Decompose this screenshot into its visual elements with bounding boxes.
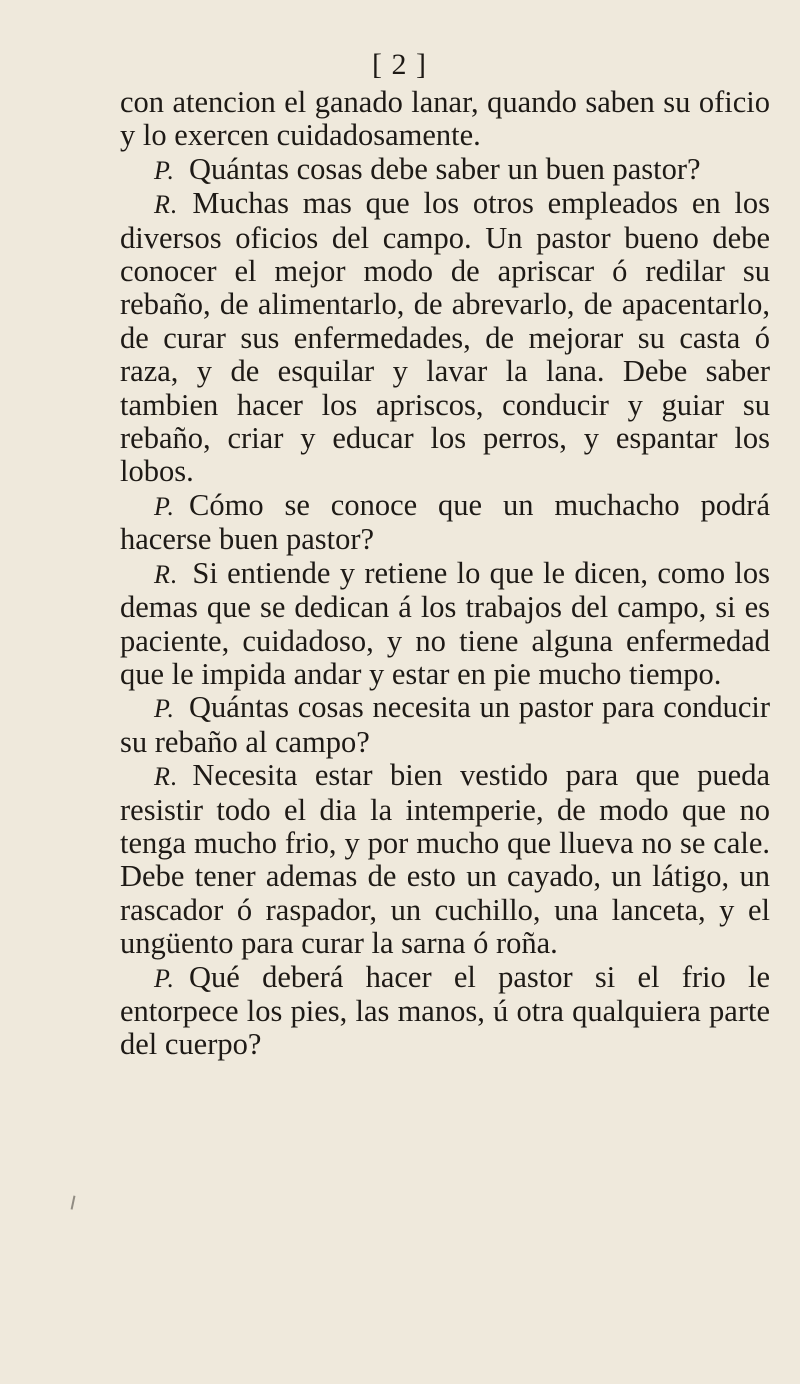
paragraph-text: Necesita estar bien vestido para que pueda resistir todo el dia la intemperie, de modo que no tenga mucho frio, y por mucho que llueva no se cale. Debe tener ademas de esto un cayado, un látigo, un rascador ó raspador, un cuchillo, una lanceta, y el ungüento para curar la sarna ó roña. xyxy=(120,758,770,961)
paragraph-text: Si entiende y retiene lo que le dicen, como los demas que se dedican á los trabajos del campo, si es paciente, cuidadoso, y no tiene alguna enfermedad que le impida andar y estar en pie mucho tiempo. xyxy=(120,555,770,691)
question-label: P. xyxy=(154,694,176,724)
question-label: P. xyxy=(154,963,176,993)
paragraph-text: con atencion el ganado lanar, quando saben su oficio y lo exercen cuidadosamente. xyxy=(120,85,770,153)
question-label: P. xyxy=(154,491,176,521)
answer-label: R. xyxy=(154,559,179,589)
question-paragraph xyxy=(120,961,770,1062)
answer-label: R. xyxy=(154,762,179,792)
answer-paragraph xyxy=(120,187,770,489)
answer-paragraph xyxy=(120,557,770,692)
page-number: [ 2 ] xyxy=(372,48,427,81)
page-text xyxy=(120,86,770,1062)
question-paragraph xyxy=(120,691,770,759)
paragraph-text: Cómo se conoce que un muchacho podrá hacerse buen pastor? xyxy=(120,487,770,557)
answer-paragraph xyxy=(120,759,770,960)
paragraph-continuation xyxy=(120,86,770,153)
ink-mark xyxy=(71,1196,80,1211)
question-paragraph xyxy=(120,489,770,557)
paragraph-text: Quántas cosas necesita un pastor para conducir su rebaño al campo? xyxy=(120,690,770,759)
paragraph-text: Qué deberá hacer el pastor si el frio le entorpece los pies, las manos, ú otra qualquiera parte del cuerpo? xyxy=(120,959,770,1062)
answer-label: R. xyxy=(154,190,179,220)
question-label: P. xyxy=(154,155,176,185)
paragraph-text: Quántas cosas debe saber un buen pastor? xyxy=(189,151,701,186)
paragraph-text: Muchas mas que los otros empleados en los diversos oficios del campo. Un pastor bueno debe conocer el mejor modo de apriscar ó redilar su rebaño, de alimentarlo, de abrevarlo, de apacentarlo, de curar sus enfermedades, de mejorar su casta ó raza, y de esquilar y lavar la lana. Debe saber tambien hacer los apriscos, conducir y guiar su rebaño, criar y educar los perros, y espantar los lobos. xyxy=(120,186,770,489)
question-paragraph xyxy=(120,153,770,187)
